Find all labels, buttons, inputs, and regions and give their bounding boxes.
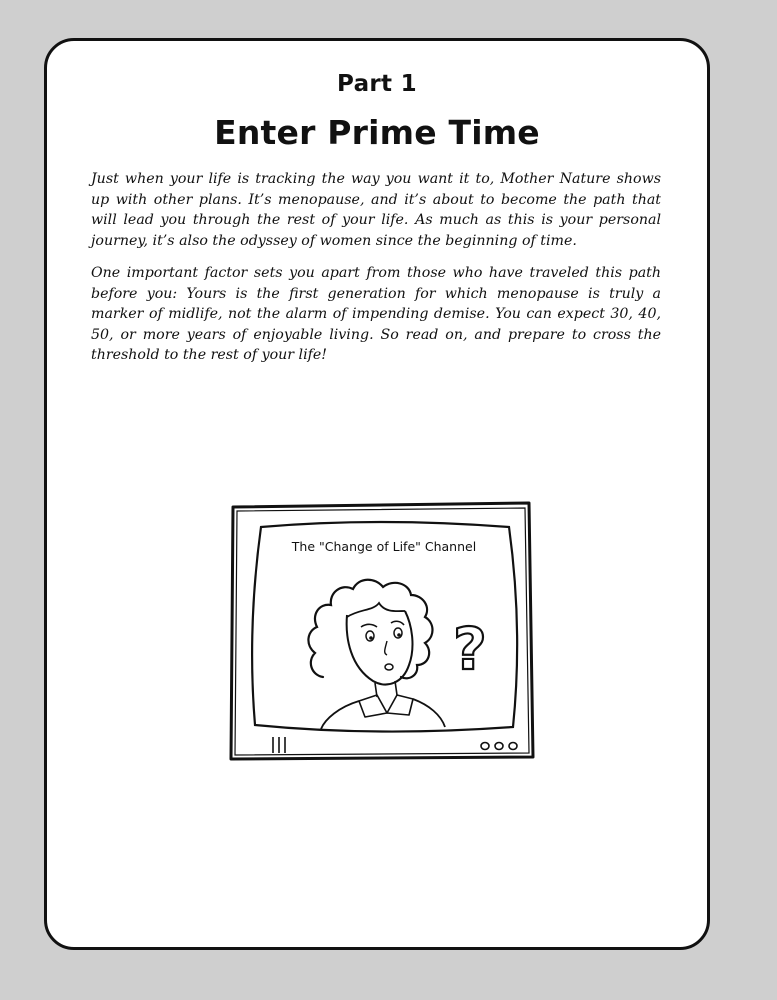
tv-illustration <box>227 499 537 763</box>
intro-paragraph-2: One important factor sets you apart from those who have traveled this path before you: Yours is the first generation for which menopause is truly a marker of midlife, not the alarm of impending demise. You can expect 30, 40, 50, or more years of enjoyable living. So read on, and prepare to cross the threshold to the rest of your life! <box>91 265 661 363</box>
part-label: Part 1 <box>337 71 417 97</box>
part-title: Enter Prime Time <box>214 113 540 152</box>
channel-caption: The "Change of Life" Channel <box>291 539 477 554</box>
page-card <box>44 38 710 950</box>
intro-paragraph-1: Just when your life is tracking the way you want it to, Mother Nature shows up with other plans. It’s menopause, and it’s about to become the path that will lead you through the rest of your life. As much as this is your personal journey, it’s also the odyssey of women since the beginning of time. <box>91 171 661 249</box>
question-mark: ? <box>453 615 487 683</box>
intro-text <box>91 169 661 378</box>
